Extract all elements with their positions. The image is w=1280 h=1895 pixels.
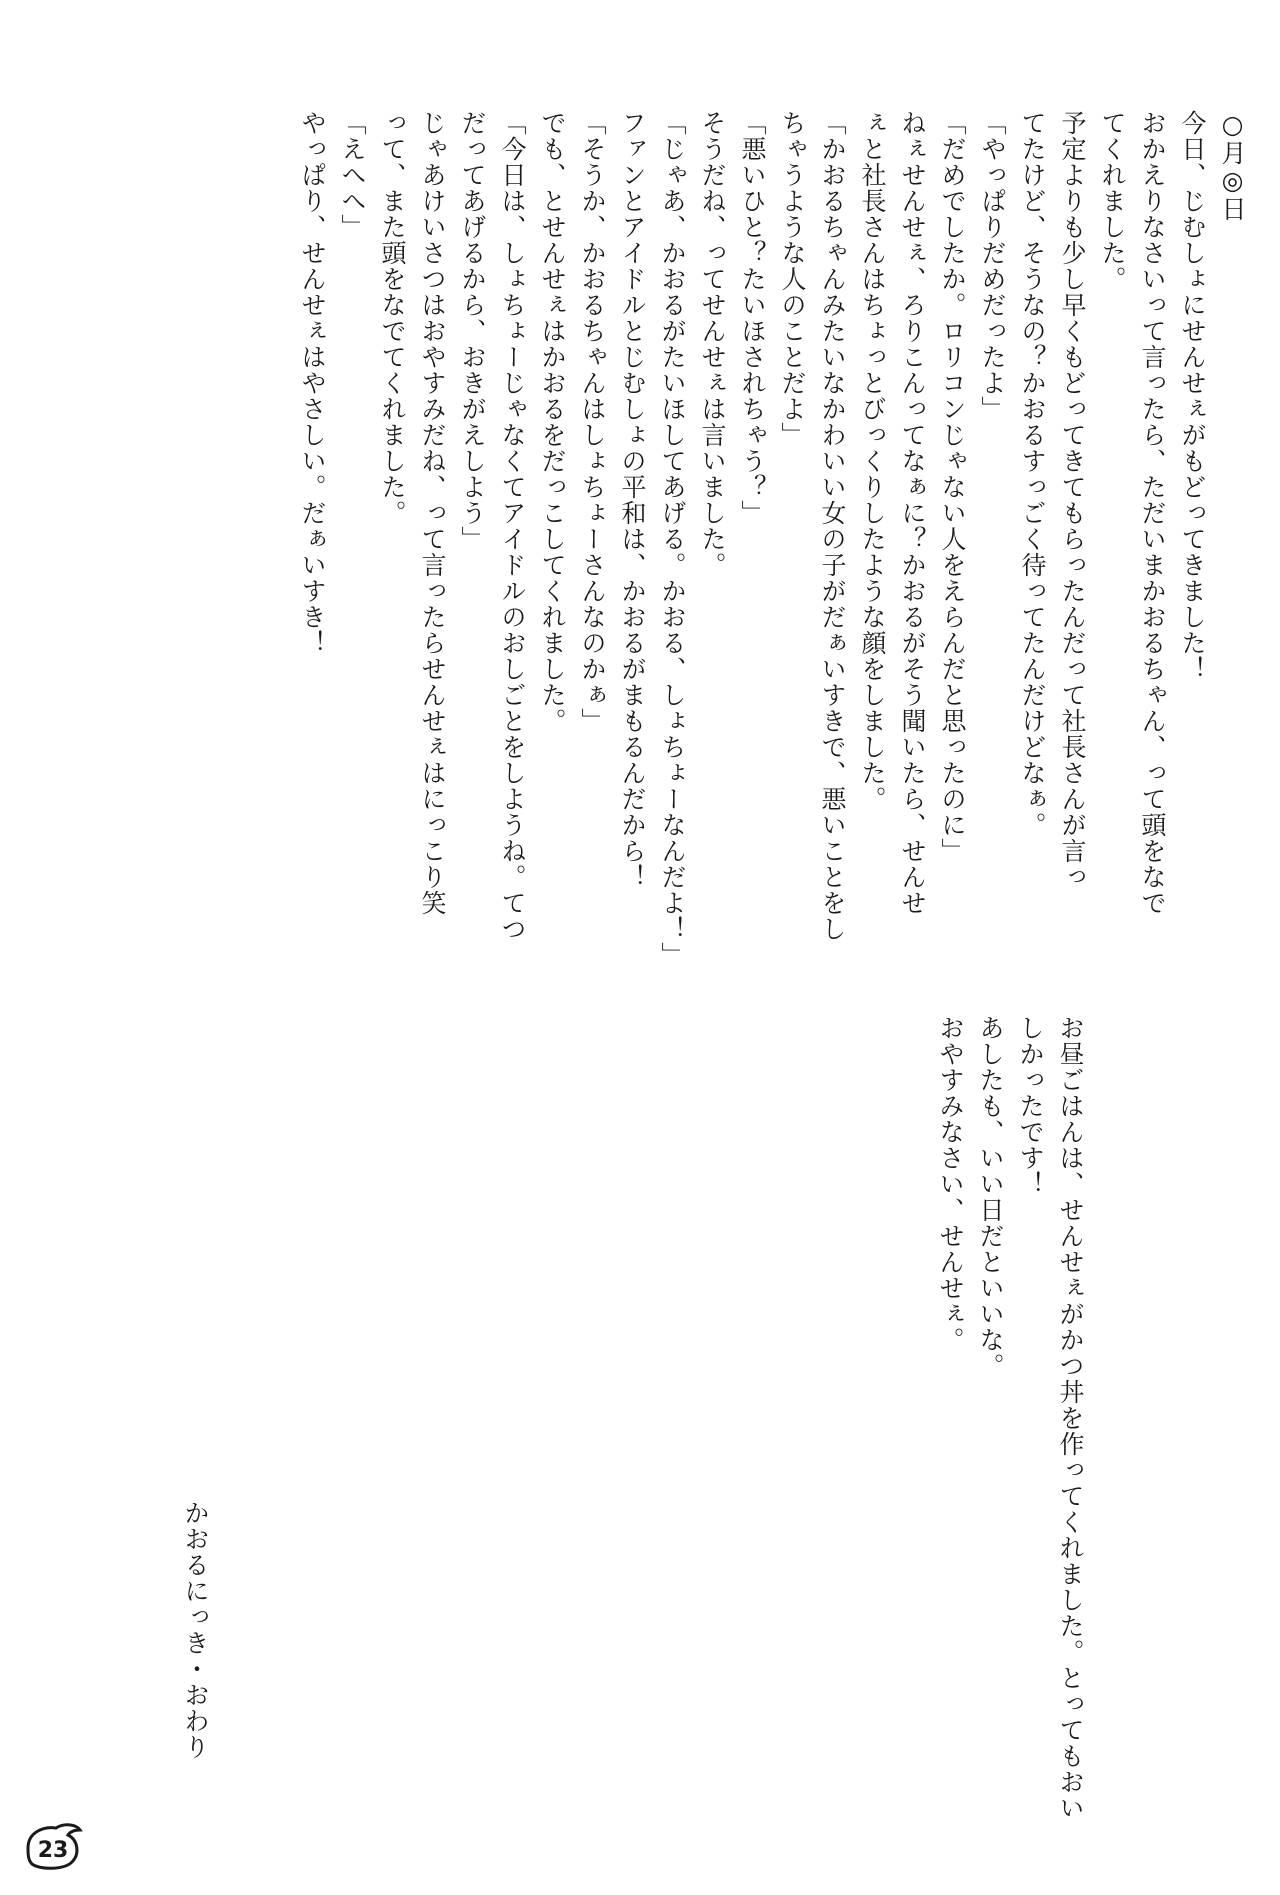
- diary-line: てくれました。: [1098, 110, 1127, 292]
- diary-line: 「かおるちゃんみたいなかわいい女の子がだぁいすきで、悪いことをし: [818, 110, 847, 942]
- diary-line: 「だめでしたか。ロリコンじゃない人をえらんだと思ったのに」: [938, 110, 967, 864]
- diary-line: 「今日は、しょちょーじゃなくてアイドルのおしごとをしようね。てつ: [498, 110, 527, 942]
- diary-line: 「じゃあ、かおるがたいほしてあげる。かおる、しょちょーなんだよ！」: [658, 110, 687, 968]
- diary-closing-column: [930, 1015, 1090, 1895]
- diary-line: ねぇせんせぇ、ろりこんってなぁに？かおるがそう聞いたら、せんせ: [898, 110, 927, 916]
- leaf-badge-icon: [20, 1820, 86, 1872]
- diary-line: おかえりなさいって言ったら、ただいまかおるちゃん、って頭をなで: [1138, 110, 1167, 916]
- diary-line: やっぱり、せんせぇはやさしい。だぁいすき！: [298, 110, 327, 656]
- diary-line: じゃあけいさつはおやすみだね、って言ったらせんせぇはにっこり笑: [418, 110, 447, 916]
- diary-line: そうだね、ってせんせぇは言いました。: [698, 110, 727, 578]
- closing-line: しかったです！: [1016, 1015, 1045, 1197]
- diary-line: 「やっぱりだめだったよ」: [978, 110, 1007, 422]
- diary-line: ファンとアイドルとじむしょの平和は、かおるがまもるんだから！: [618, 110, 647, 890]
- diary-line: てたけど、そうなの？かおるすっごく待ってたんだけどなぁ。: [1018, 110, 1047, 838]
- signoff-text: かおるにっき・おわり: [181, 1500, 210, 1760]
- diary-line: でも、とせんせぇはかおるをだっこしてくれました。: [538, 110, 567, 734]
- diary-line: ちゃうような人のことだよ」: [778, 110, 807, 448]
- diary-main-column: [292, 110, 1252, 970]
- diary-heading: ○月◎日: [1218, 110, 1247, 222]
- diary-line: だってあげるから、おきがえしよう」: [458, 110, 487, 552]
- closing-line: おやすみなさい、せんせぇ。: [936, 1015, 965, 1353]
- diary-line: って、また頭をなでてくれました。: [378, 110, 407, 526]
- diary-line: 今日、じむしょにせんせぇがもどってきました！: [1178, 110, 1207, 682]
- diary-line: 予定よりも少し早くもどってきてもらったんだって社長さんが言っ: [1058, 110, 1087, 890]
- diary-signoff: [175, 1500, 215, 1880]
- closing-line: お昼ごはんは、せんせぇがかつ丼を作ってくれました。とってもおい: [1056, 1015, 1085, 1821]
- diary-line: 「そうか、かおるちゃんはしょちょーさんなのかぁ」: [578, 110, 607, 734]
- closing-line: あしたも、いい日だといいな。: [976, 1015, 1005, 1379]
- diary-line: 「悪いひと？たいほされちゃう？」: [738, 110, 767, 526]
- diary-line: ぇと社長さんはちょっとびっくりしたような顔をしました。: [858, 110, 887, 812]
- page-number-text: 23: [37, 1838, 69, 1863]
- page-number-badge: [20, 1820, 86, 1872]
- diary-line: 「えへへ」: [338, 110, 367, 240]
